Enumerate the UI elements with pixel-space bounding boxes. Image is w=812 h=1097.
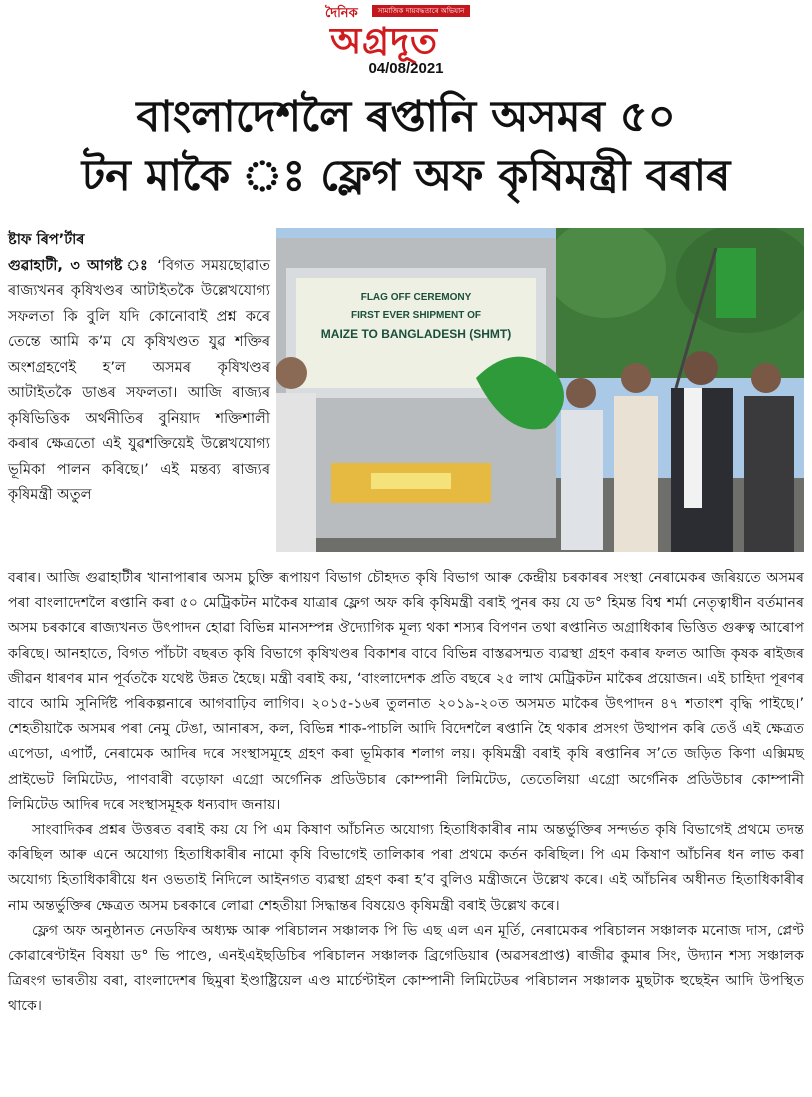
photo-banner-line-3: MAIZE TO BANGLADESH (SHMT) — [320, 327, 512, 341]
headline-line-2: টন মাকৈ ঃ ফ্লেগ অফ কৃষিমন্ত্ৰী বৰাৰ — [81, 151, 731, 201]
article-paragraph: ফ্লেগ অফ অনুষ্ঠানত নেডফিৰ অধ্যক্ষ আৰু পৰিচালন সঞ্চালক পি ভি এছ এল এন মূৰ্তি, নেৰামেকৰ পৰিচালন সঞ্চালক মনোজ দাস, প্লেণ্ট কোৱাৰেণ্টাইন বিষয়া ড° ভি পাণ্ডে, এনইএইছডিচিৰ পৰিচালন সঞ্চালক ব্ৰিগেডিয়াৰ (অৱসৰপ্ৰাপ্ত) ৰাজীৱ কুমাৰ সিং, উদ্যান শস্য সঞ্চালক ত্ৰিৰংগ ভাৰতীয় বৰা, বাংলাদেশৰ ছিমুৰা ইণ্ডাষ্ট্ৰিয়েল এণ্ড মাৰ্চেণ্টাইল কোম্পানী লিমিটেডৰ পৰিচালন সঞ্চালক মুছটাক হুছেইন আদি উপস্থিত থাকে। — [8, 922, 804, 1015]
photo-person-1-head — [566, 378, 596, 408]
lead-paragraph — [8, 254, 270, 509]
photo-person-2-body — [614, 396, 658, 552]
photo-banner-line-1: FLAG OFF CEREMONY — [360, 292, 472, 303]
photo-person-4-head — [751, 363, 781, 393]
masthead-small-word: দৈনিক — [325, 6, 358, 21]
lead-column — [8, 228, 270, 509]
photo-number-plate — [371, 473, 451, 489]
dateline: গুৱাহাটী, ৩ আগষ্ট ঃ — [8, 257, 151, 274]
article-photo — [276, 228, 804, 552]
article-paragraph: সাংবাদিকৰ প্ৰশ্নৰ উত্তৰত বৰাই কয় যে পি এম কিষাণ আঁচনিত অযোগ্য হিতাধিকাৰীৰ নাম অন্তৰ্ভুক্তিৰ সন্দৰ্ভত কৃষি বিভাগেই প্ৰথমে তদন্ত কৰিছিল আৰু এনে অযোগ্য হিতাধিকাৰীৰ নামো কৃষি বিভাগেই তালিকাৰ পৰা প্ৰথমে কৰ্তন কৰিছিল। পি এম কিষাণ আঁচনিৰ ধন লাভ কৰা অযোগ্য হিতাধিকাৰীয়ে ধন ওভতাই নিদিলে আইনগত ব্যৱস্থা গ্ৰহণ কৰা হ’ব বুলিও মন্ত্ৰীজনে উল্লেখ কৰে। এই আঁচনিৰ অধীনত হিতাধিকাৰীৰ নাম অন্তৰ্ভুক্তিৰ ক্ষেত্ৰত অসম চৰকাৰে লোৱা শেহতীয়া সিদ্ধান্তৰ বিষয়েও কৃষিমন্ত্ৰী বৰাই উল্লেখ কৰে। — [8, 822, 804, 914]
article-paragraph: বৰাৰ। আজি গুৱাহাটীৰ খানাপাৰাৰ অসম চুক্তি ৰূপায়ণ বিভাগ চৌহদত কৃষি বিভাগ আৰু কেন্দ্ৰীয় চৰকাৰৰ সংস্থা নেৰামেকৰ জৰিয়তে অসমৰ পৰা বাংলাদেশলৈ ৰপ্তানি কৰা ৫০ মেট্ৰিকটন মাকৈৰ যাত্ৰাৰ ফ্লেগ অফ কৰি কৃষিমন্ত্ৰী বৰাই পুনৰ কয় যে ড° হিমন্ত বিশ্ব শৰ্মা নেতৃত্বাধীন বৰ্তমানৰ অসম চৰকাৰে ৰাজ্যখনত উৎপাদন হোৱা বিভিন্ন মানসম্পন্ন ঔদ্যোগিক মূল্য থকা শস্যৰ বিপণন তথা ৰপ্তানিত অগ্ৰাধিকাৰ ভিত্তিত গুৰুত্ব আৰোপ কৰিছে। আনহাতে, বিগত পাঁচটা বছৰত কৃষি বিভাগে কৃষিখণ্ডৰ বিকাশৰ বাবে বিভিন্ন বাস্তৱসন্মত ব্যৱস্থা গ্ৰহণ কৰাৰ ফলত আজি কৃষক ৰাইজৰ জীৱন ধাৰণৰ মান পূৰ্বতকৈ যথেষ্ট উন্নত হৈছে। মন্ত্ৰী বৰাই কয়, ‘বাংলাদেশক প্ৰতি বছৰে ২৫ লাখ মেট্ৰিকটন মাকৈৰ প্ৰয়োজন। এই চাহিদা পূৰণৰ বাবে আমি সুনিৰ্দিষ্ট পৰিকল্পনাৰে আগবাঢ়িব লাগিব। ২০১৫-১৬ৰ তুলনাত ২০১৯-২০ত অসমত মাকৈৰ উৎপাদন ৪৭ শতাংশ বৃদ্ধি পাইছে।’ শেহতীয়াকৈ অসমৰ পৰা নেমু টেঙা, আনাৰস, কল, বিভিন্ন শাক-পাচলি আদি বিদেশলৈ ৰপ্তানি হৈ থকাৰ প্ৰসংগ উত্থাপন কৰি তেওঁ এই ক্ষেত্ৰত এপেডা, এপাৰ্ট, নেৰামেক আদিৰ দৰে সংস্থাসমূহে গ্ৰহণ কৰা ভূমিকাৰ শলাগ লয়। কৃষিমন্ত্ৰী বৰাই কৃষি ৰপ্তানিৰ স’তে জড়িত কিণা এক্সিমছ প্ৰাইভেট লিমিটেড, পাণবাৰী বড়োফা এগ্ৰো অৰ্গেনিক প্ৰডিউচাৰ কোম্পানী লিমিটেড, তেতেলিয়া এগ্ৰো অৰ্গেনিক প্ৰডিউচাৰ কোম্পানী লিমিটেড আদিৰ দৰে সংস্থাসমূহক ধন্যবাদ জনায়। — [8, 570, 804, 813]
headline-line-1: বাংলাদেশলৈ ৰপ্তানি অসমৰ ৫০ — [136, 92, 676, 142]
article-body — [8, 566, 804, 1020]
headline — [0, 88, 812, 206]
photo-person-left-body — [276, 393, 316, 552]
photo-person-2-head — [621, 363, 651, 393]
photo-banner-line-2: FIRST EVER SHIPMENT OF — [350, 310, 482, 321]
masthead — [0, 0, 812, 82]
lead-text: ‘বিগত সময়ছোৱাত ৰাজ্যখনৰ কৃষিখণ্ডৰ আটাইতকৈ উল্লেখযোগ্য সফলতা কি বুলি যদি কোনোবাই প্ৰশ্ন কৰে তেন্তে আমি ক’ম যে কৃষিখণ্ডত যুৱ শক্তিৰ অংশগ্ৰহণেই হ’ল অসমৰ কৃষিখণ্ডৰ আটাইতকৈ ডাঙৰ সফলতা। আজি ৰাজ্যৰ কৃষিভিত্তিক অৰ্থনীতিৰ বুনিয়াদ শক্তিশালী কৰাৰ ক্ষেত্ৰতো এই যুৱশক্তিয়েই উল্লেখযোগ্য ভূমিকা পালন কৰিছে।’ এই মন্তব্য ৰাজ্যৰ কৃষিমন্ত্ৰী অতুল — [8, 257, 270, 503]
byline-reporter: ষ্টাফ ৰিপ’ৰ্টাৰ — [8, 232, 85, 248]
photo-person-1-body — [561, 410, 603, 550]
publication-date: 04/08/2021 — [368, 60, 444, 77]
photo-person-4-body — [744, 396, 794, 552]
masthead-tagline: সামাজিক দায়বদ্ধতাৰে অভিযান — [372, 5, 470, 17]
photo-flag — [716, 248, 756, 318]
photo-person-left-head — [276, 357, 307, 389]
photo-gamosa — [684, 388, 702, 508]
photo-illustration — [276, 228, 804, 552]
masthead-title: অগ্ৰদূত — [330, 21, 439, 62]
photo-person-3-head — [684, 351, 718, 385]
